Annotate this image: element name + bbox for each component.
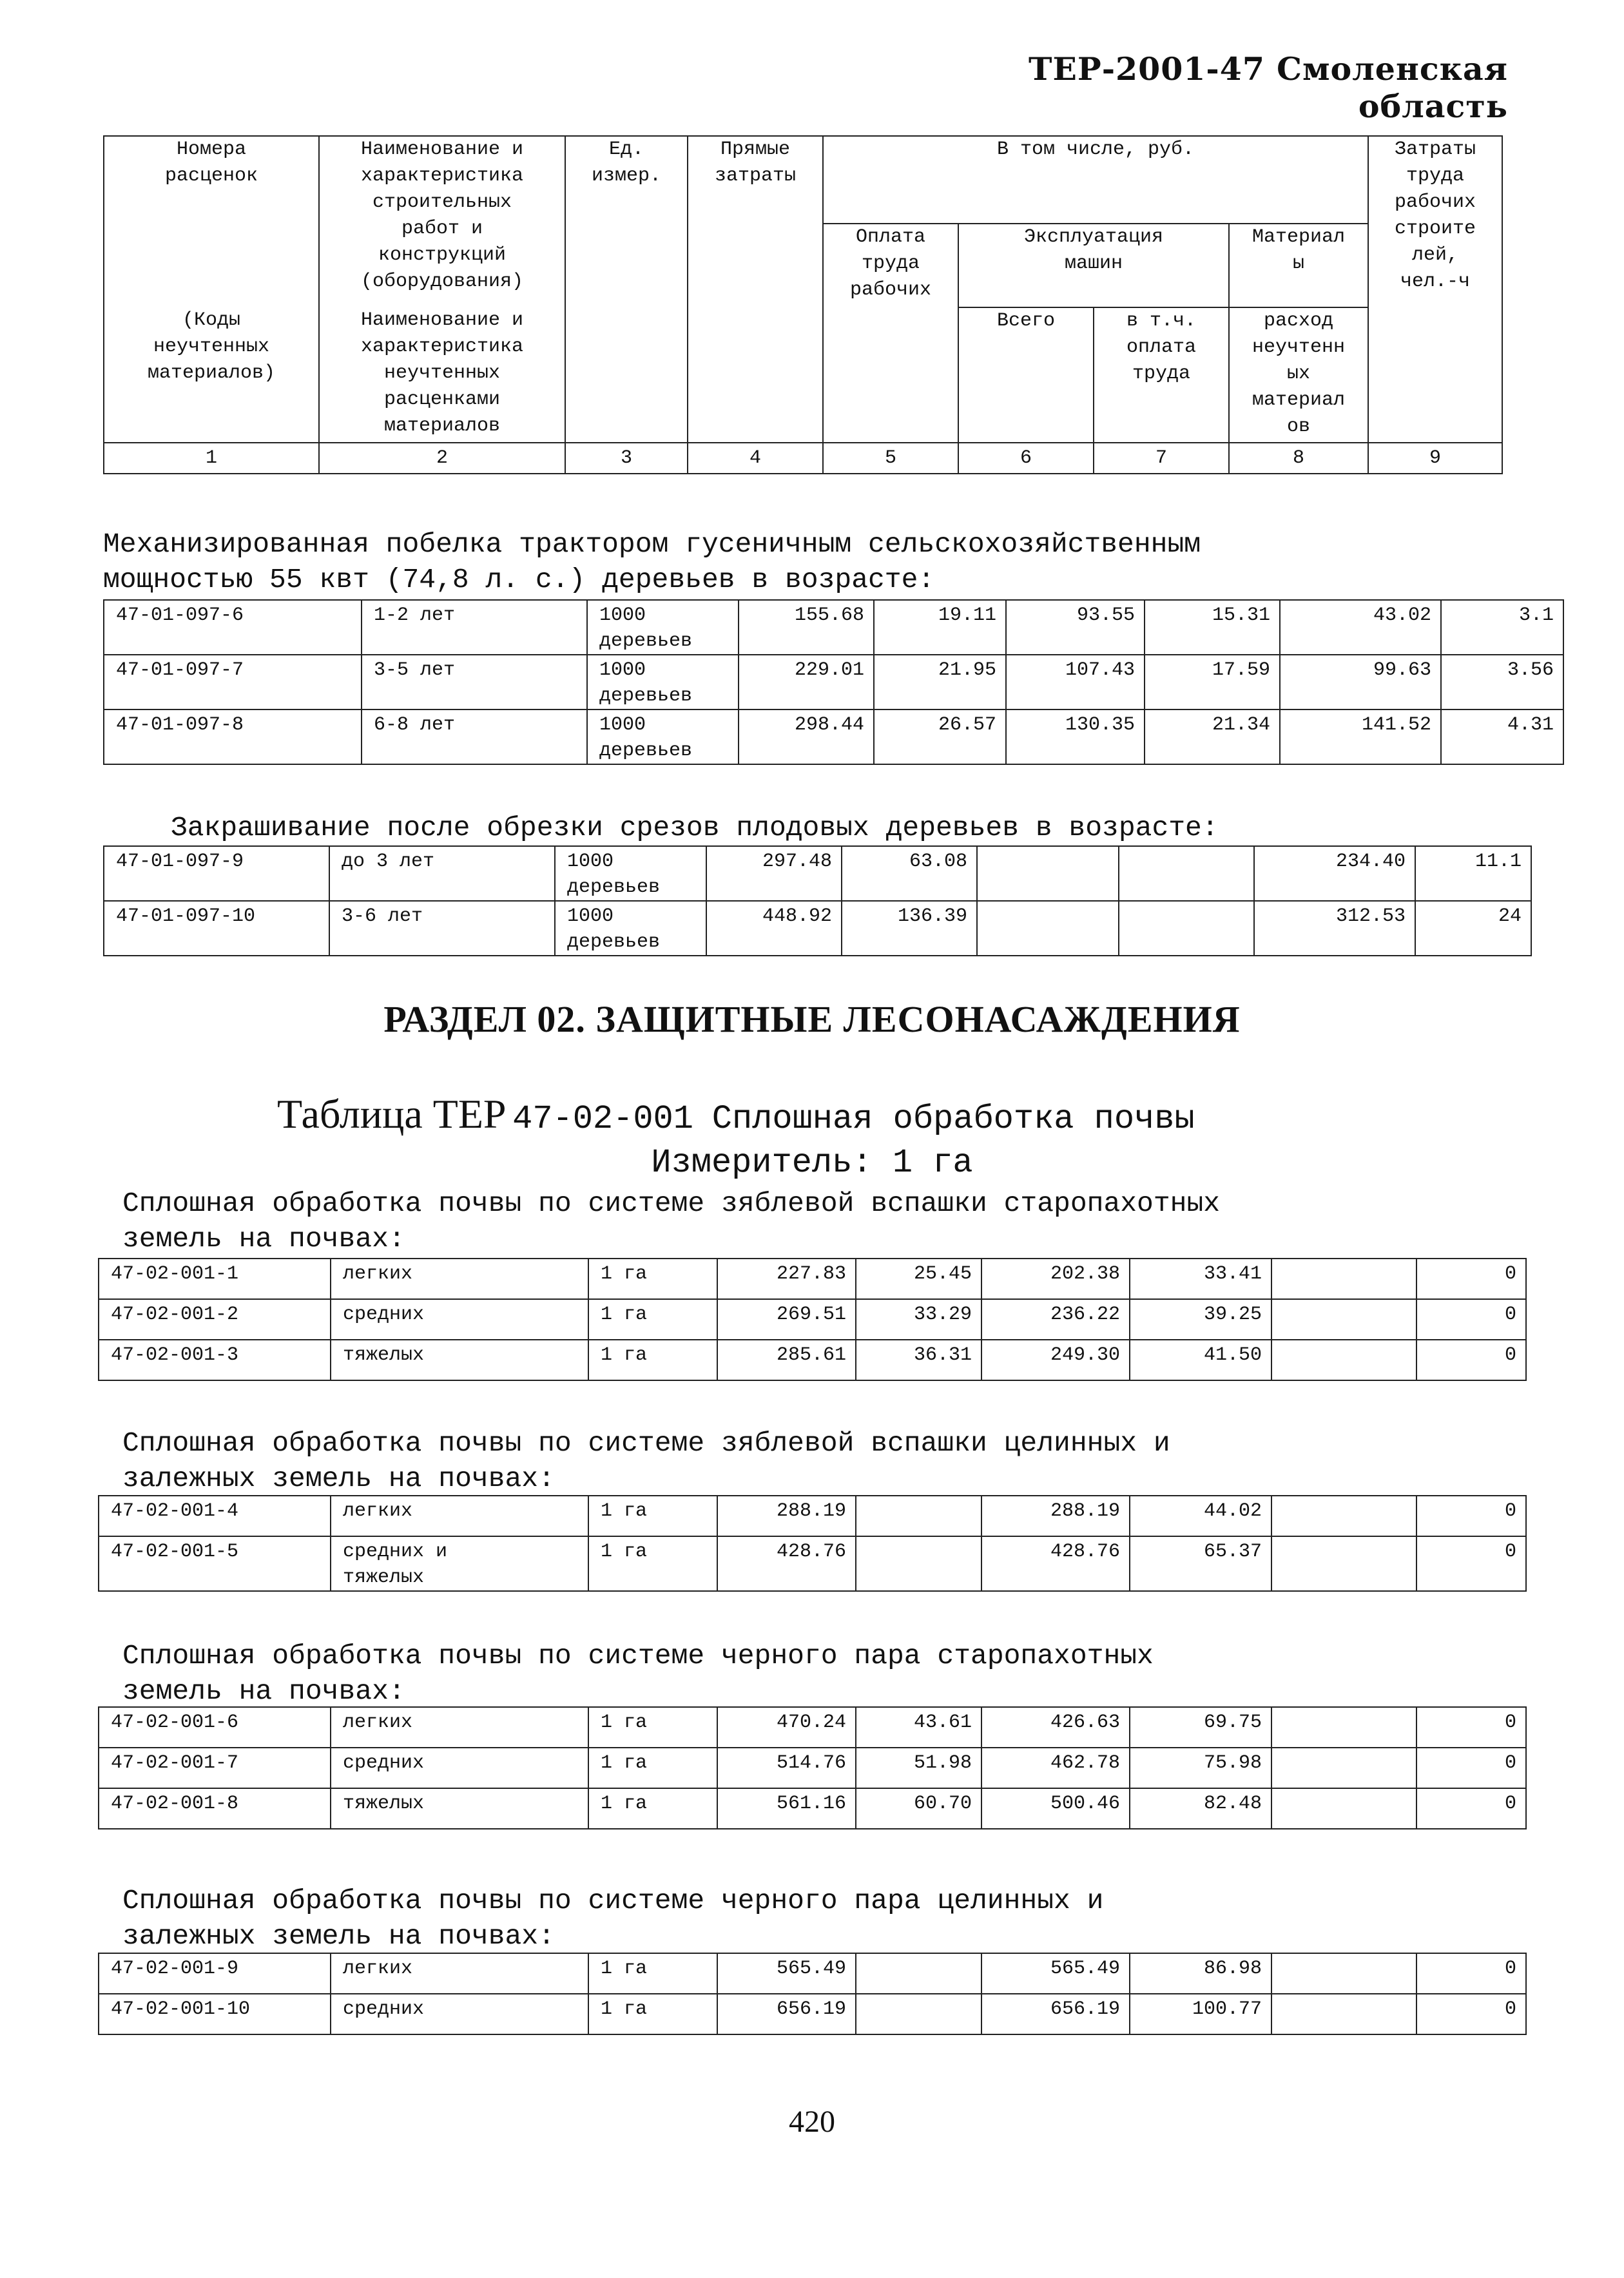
col-header-wages: Оплата труда рабочих xyxy=(823,224,958,443)
work-description: до 3 лет xyxy=(329,846,555,901)
labor-hours: 0 xyxy=(1416,1299,1526,1340)
machines-wages: 15.31 xyxy=(1145,600,1280,655)
materials xyxy=(1271,1994,1416,2034)
machines-total: 500.46 xyxy=(981,1788,1130,1829)
rate-code: 47-02-001-6 xyxy=(99,1707,331,1748)
labor-hours: 0 xyxy=(1416,1340,1526,1380)
rate-row xyxy=(99,1994,1526,2034)
col-header-unaccounted: Наименование и характеристика неучтенных расценками материалов xyxy=(319,307,565,443)
labor-hours: 0 xyxy=(1416,1259,1526,1299)
work-description: тяжелых xyxy=(331,1340,588,1380)
machines-wages: 65.37 xyxy=(1130,1536,1271,1591)
table-code: 47-02-001 xyxy=(512,1100,693,1138)
rate-row xyxy=(99,1299,1526,1340)
machines-wages: 75.98 xyxy=(1130,1748,1271,1788)
labor-hours: 3.56 xyxy=(1441,655,1563,709)
rate-table-autumn-old xyxy=(98,1258,1527,1381)
unit: 1 га xyxy=(588,1788,717,1829)
rate-code: 47-02-001-4 xyxy=(99,1496,331,1536)
machines-total: 249.30 xyxy=(981,1340,1130,1380)
wages: 136.39 xyxy=(842,901,977,956)
rate-code: 47-02-001-5 xyxy=(99,1536,331,1591)
section-title: РАЗДЕЛ 02. ЗАЩИТНЫЕ ЛЕСОНАСАЖДЕНИЯ xyxy=(383,998,1241,1040)
work-description: легких xyxy=(331,1259,588,1299)
wages: 26.57 xyxy=(874,709,1006,764)
col-header-codes: (Коды неучтенных материалов) xyxy=(104,307,319,443)
table-title xyxy=(277,1090,1195,1138)
machines-total: 426.63 xyxy=(981,1707,1130,1748)
machines-total: 202.38 xyxy=(981,1259,1130,1299)
direct-costs: 656.19 xyxy=(717,1994,856,2034)
unit: 1 га xyxy=(588,1748,717,1788)
work-description: средних и тяжелых xyxy=(331,1536,588,1591)
direct-costs: 448.92 xyxy=(706,901,842,956)
table-name: Сплошная обработка почвы xyxy=(711,1100,1195,1138)
rate-row xyxy=(104,600,1563,655)
rate-code: 47-01-097-7 xyxy=(104,655,362,709)
machines-wages: 44.02 xyxy=(1130,1496,1271,1536)
unit: 1000 деревьев xyxy=(587,709,739,764)
work-description: средних xyxy=(331,1994,588,2034)
direct-costs: 229.01 xyxy=(739,655,874,709)
machines-total: 93.55 xyxy=(1006,600,1145,655)
direct-costs: 428.76 xyxy=(717,1536,856,1591)
labor-hours: 0 xyxy=(1416,1707,1526,1748)
block-caption-autumn-virgin: Сплошная обработка почвы по системе зяблевой вспашки целинных и залежных земель на почвах: xyxy=(122,1427,1170,1494)
rate-row xyxy=(99,1259,1526,1299)
machines-total: 565.49 xyxy=(981,1953,1130,1994)
rate-row xyxy=(99,1536,1526,1591)
block-caption-whitewash: Механизированная побелка трактором гусеничным сельскохозяйственным мощностью 55 квт (74,8 л. с.) деревьев в возрасте: xyxy=(103,528,1201,595)
wages xyxy=(856,1953,981,1994)
materials xyxy=(1271,1953,1416,1994)
machines-total: 428.76 xyxy=(981,1536,1130,1591)
page-number: 420 xyxy=(789,2105,835,2139)
machines-wages: 33.41 xyxy=(1130,1259,1271,1299)
rate-row xyxy=(99,1748,1526,1788)
unit: 1000 деревьев xyxy=(587,655,739,709)
work-description: легких xyxy=(331,1953,588,1994)
col-header-direct-costs: Прямые затраты xyxy=(688,136,823,443)
machines-total: 236.22 xyxy=(981,1299,1130,1340)
materials xyxy=(1271,1788,1416,1829)
rate-row xyxy=(104,655,1563,709)
rate-code: 47-02-001-3 xyxy=(99,1340,331,1380)
work-description: средних xyxy=(331,1299,588,1340)
wages: 19.11 xyxy=(874,600,1006,655)
direct-costs: 227.83 xyxy=(717,1259,856,1299)
wages: 60.70 xyxy=(856,1788,981,1829)
wages: 25.45 xyxy=(856,1259,981,1299)
machines-total xyxy=(977,901,1119,956)
direct-costs: 288.19 xyxy=(717,1496,856,1536)
block-caption-autumn-old: Сплошная обработка почвы по системе зяблевой вспашки старопахотных земель на почвах: xyxy=(122,1188,1221,1255)
machines-wages: 17.59 xyxy=(1145,655,1280,709)
wages: 43.61 xyxy=(856,1707,981,1748)
unit: 1 га xyxy=(588,1299,717,1340)
block-caption-painting: Закрашивание после обрезки срезов плодовых деревьев в возрасте: xyxy=(171,812,1219,844)
machines-wages: 21.34 xyxy=(1145,709,1280,764)
machines-total: 656.19 xyxy=(981,1994,1130,2034)
machines-wages: 86.98 xyxy=(1130,1953,1271,1994)
machines-total: 130.35 xyxy=(1006,709,1145,764)
rate-code: 47-02-001-1 xyxy=(99,1259,331,1299)
col-header-name: Наименование и характеристика строительных работ и конструкций (оборудования) xyxy=(319,136,565,307)
work-description: тяжелых xyxy=(331,1788,588,1829)
direct-costs: 298.44 xyxy=(739,709,874,764)
unit: 1 га xyxy=(588,1953,717,1994)
labor-hours: 0 xyxy=(1416,1748,1526,1788)
rate-code: 47-02-001-9 xyxy=(99,1953,331,1994)
rate-code: 47-01-097-10 xyxy=(104,901,329,956)
work-description: 3-6 лет xyxy=(329,901,555,956)
rate-code: 47-02-001-10 xyxy=(99,1994,331,2034)
labor-hours: 3.1 xyxy=(1441,600,1563,655)
machines-total: 107.43 xyxy=(1006,655,1145,709)
work-description: легких xyxy=(331,1707,588,1748)
materials xyxy=(1271,1299,1416,1340)
materials xyxy=(1271,1748,1416,1788)
labor-hours: 0 xyxy=(1416,1788,1526,1829)
work-description: легких xyxy=(331,1496,588,1536)
labor-hours: 0 xyxy=(1416,1994,1526,2034)
rate-row xyxy=(99,1496,1526,1536)
materials: 43.02 xyxy=(1280,600,1441,655)
direct-costs: 565.49 xyxy=(717,1953,856,1994)
col-header-unit: Ед. измер. xyxy=(565,136,688,443)
rate-row xyxy=(104,901,1531,956)
rate-code: 47-02-001-8 xyxy=(99,1788,331,1829)
materials: 234.40 xyxy=(1254,846,1415,901)
col-header-consumption: расход неучтенн ых материал ов xyxy=(1229,307,1368,443)
unit: 1 га xyxy=(588,1340,717,1380)
unit: 1 га xyxy=(588,1707,717,1748)
direct-costs: 155.68 xyxy=(739,600,874,655)
col-header-materials: Материал ы xyxy=(1229,224,1368,307)
rate-table-fallow-virgin xyxy=(98,1953,1527,2035)
materials: 141.52 xyxy=(1280,709,1441,764)
rate-code: 47-02-001-2 xyxy=(99,1299,331,1340)
machines-wages xyxy=(1119,901,1254,956)
rate-row xyxy=(99,1340,1526,1380)
rate-row xyxy=(99,1707,1526,1748)
rate-row xyxy=(99,1788,1526,1829)
machines-wages: 41.50 xyxy=(1130,1340,1271,1380)
machines-wages xyxy=(1119,846,1254,901)
labor-hours: 0 xyxy=(1416,1496,1526,1536)
rate-table-painting xyxy=(103,845,1532,956)
col-header-total: Всего xyxy=(958,307,1094,443)
column-header-table xyxy=(103,135,1503,474)
direct-costs: 297.48 xyxy=(706,846,842,901)
wages: 21.95 xyxy=(874,655,1006,709)
rate-code: 47-01-097-9 xyxy=(104,846,329,901)
direct-costs: 470.24 xyxy=(717,1707,856,1748)
unit: 1 га xyxy=(588,1259,717,1299)
rate-row xyxy=(104,846,1531,901)
rate-table-fallow-old xyxy=(98,1706,1527,1829)
col-header-machines: Эксплуатация машин xyxy=(958,224,1229,307)
labor-hours: 11.1 xyxy=(1415,846,1531,901)
rate-table-autumn-virgin xyxy=(98,1495,1527,1592)
block-caption-fallow-old: Сплошная обработка почвы по системе черного пара старопахотных земель на почвах: xyxy=(122,1640,1154,1707)
work-description: 3-5 лет xyxy=(362,655,587,709)
table-label: Таблица ТЕР xyxy=(277,1091,507,1137)
wages: 63.08 xyxy=(842,846,977,901)
work-description: средних xyxy=(331,1748,588,1788)
machines-wages: 69.75 xyxy=(1130,1707,1271,1748)
wages xyxy=(856,1536,981,1591)
work-description: 6-8 лет xyxy=(362,709,587,764)
materials xyxy=(1271,1259,1416,1299)
direct-costs: 561.16 xyxy=(717,1788,856,1829)
direct-costs: 514.76 xyxy=(717,1748,856,1788)
table-meter: Измеритель: 1 га xyxy=(651,1144,973,1182)
wages: 51.98 xyxy=(856,1748,981,1788)
direct-costs: 269.51 xyxy=(717,1299,856,1340)
unit: 1000 деревьев xyxy=(555,846,706,901)
unit: 1 га xyxy=(588,1536,717,1591)
wages: 36.31 xyxy=(856,1340,981,1380)
rate-row xyxy=(99,1953,1526,1994)
rate-code: 47-01-097-6 xyxy=(104,600,362,655)
materials xyxy=(1271,1496,1416,1536)
rate-table-whitewash xyxy=(103,599,1564,765)
unit: 1000 деревьев xyxy=(587,600,739,655)
rate-row xyxy=(104,709,1563,764)
materials xyxy=(1271,1536,1416,1591)
machines-wages: 100.77 xyxy=(1130,1994,1271,2034)
document-header: ТЕР-2001-47 Смоленская область xyxy=(1029,50,1508,125)
block-caption-fallow-virgin: Сплошная обработка почвы по системе черного пара целинных и залежных земель на почвах: xyxy=(122,1885,1104,1952)
col-header-incl-wages: в т.ч. оплата труда xyxy=(1094,307,1229,443)
rate-code: 47-01-097-8 xyxy=(104,709,362,764)
materials xyxy=(1271,1340,1416,1380)
col-header-including: В том числе, руб. xyxy=(823,136,1368,224)
machines-wages: 39.25 xyxy=(1130,1299,1271,1340)
labor-hours: 0 xyxy=(1416,1953,1526,1994)
unit: 1000 деревьев xyxy=(555,901,706,956)
unit: 1 га xyxy=(588,1994,717,2034)
machines-total: 288.19 xyxy=(981,1496,1130,1536)
labor-hours: 0 xyxy=(1416,1536,1526,1591)
labor-hours: 24 xyxy=(1415,901,1531,956)
machines-total xyxy=(977,846,1119,901)
materials xyxy=(1271,1707,1416,1748)
wages xyxy=(856,1994,981,2034)
direct-costs: 285.61 xyxy=(717,1340,856,1380)
col-header-number: Номера расценок xyxy=(104,136,319,307)
labor-hours: 4.31 xyxy=(1441,709,1563,764)
wages xyxy=(856,1496,981,1536)
materials: 312.53 xyxy=(1254,901,1415,956)
unit: 1 га xyxy=(588,1496,717,1536)
wages: 33.29 xyxy=(856,1299,981,1340)
machines-wages: 82.48 xyxy=(1130,1788,1271,1829)
materials: 99.63 xyxy=(1280,655,1441,709)
rate-code: 47-02-001-7 xyxy=(99,1748,331,1788)
machines-total: 462.78 xyxy=(981,1748,1130,1788)
col-header-labor: Затраты труда рабочих строите лей, чел.-ч xyxy=(1368,136,1502,443)
work-description: 1-2 лет xyxy=(362,600,587,655)
column-numbers-row: 1 2 3 4 5 6 7 8 9 xyxy=(104,443,1502,474)
